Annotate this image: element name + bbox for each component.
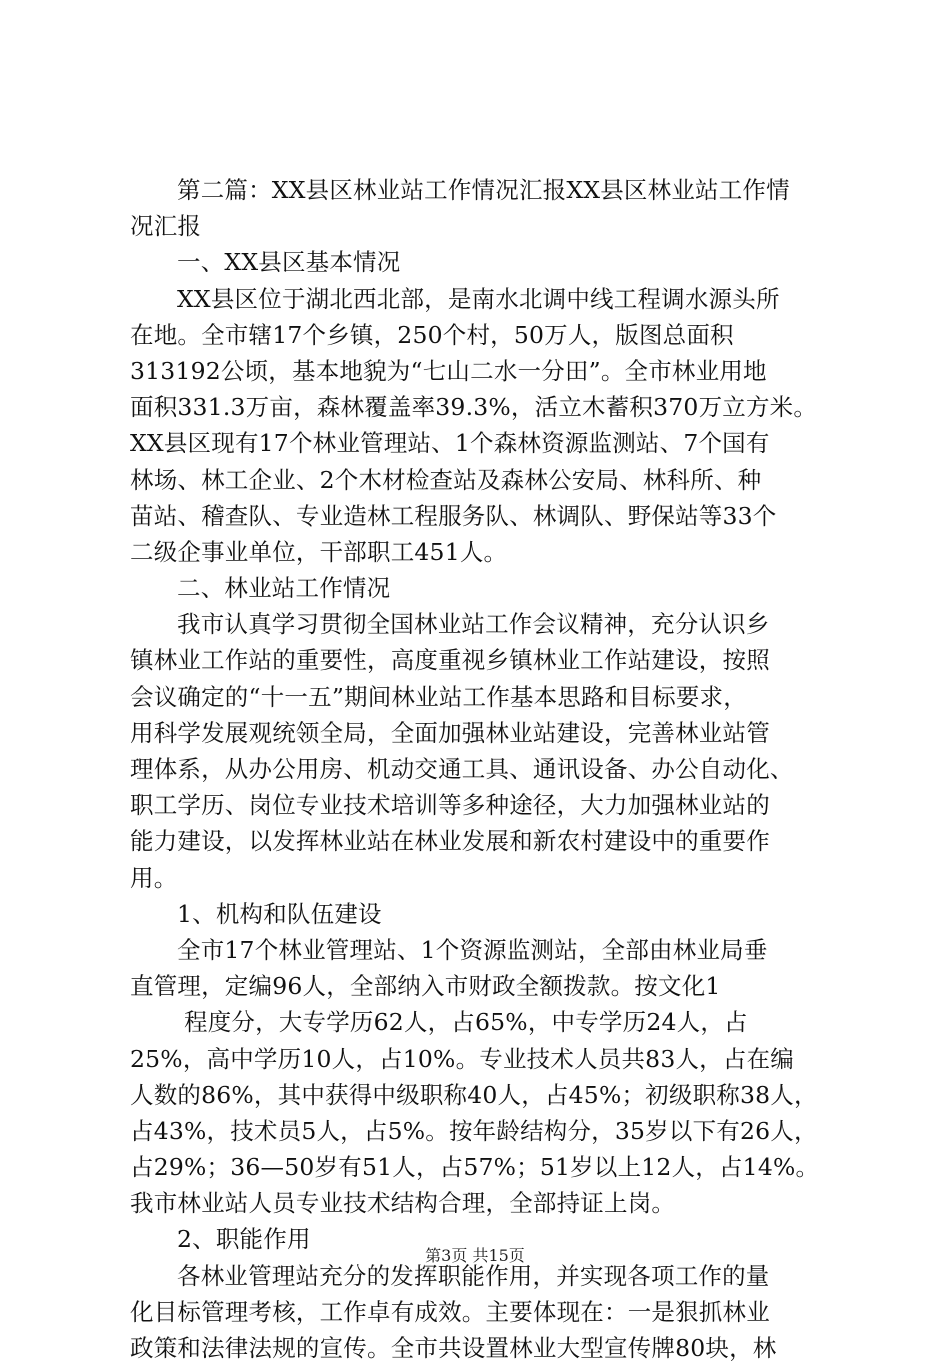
text-line: 全市17个林业管理站、1个资源监测站，全部由林业局垂: [177, 935, 768, 964]
text-line: 政策和法律法规的宣传。全市共设置林业大型宣传牌80块，林: [130, 1334, 777, 1362]
text-line: 人数的86%，其中获得中级职称40人，占45%；初级职称38人，: [130, 1080, 818, 1109]
text-line: 直管理，定编96人，全部纳入市财政全额拨款。按文化1: [130, 972, 721, 1001]
subsection-heading-functions: 2、职能作用: [177, 1225, 311, 1254]
section-heading-station-work: 二、林业站工作情况: [177, 574, 391, 603]
text-line: 化目标管理考核，工作卓有成效。主要体现在：一是狠抓林业: [130, 1297, 770, 1326]
text-line: 在地。全市辖17个乡镇，250个村，50万人，版图总面积: [130, 320, 734, 349]
text-line: 用科学发展观统领全局，全面加强林业站建设，完善林业站管: [130, 718, 770, 747]
text-line: 苗站、稽查队、专业造林工程服务队、林调队、野保站等33个: [130, 501, 777, 530]
paragraph-title-line: 第二篇：XX县区林业站工作情况汇报XX县区林业站工作情: [177, 176, 790, 204]
text-line: 能力建设，以发挥林业站在林业发展和新农村建设中的重要作: [130, 827, 770, 856]
text-line: 我市认真学习贯彻全国林业站工作会议精神，充分认识乡: [177, 610, 770, 639]
text-line: 程度分，大专学历62人，占65%，中专学历24人，占: [184, 1008, 748, 1037]
text-line: 会议确定的“十一五”期间林业站工作基本思路和目标要求，: [130, 682, 747, 711]
paragraph-title-continuation: 况汇报: [130, 212, 202, 241]
subsection-heading-organization: 1、机构和队伍建设: [177, 899, 382, 928]
text-line: 理体系，从办公用房、机动交通工具、通讯设备、办公自动化、: [130, 755, 794, 783]
page-footer: [0, 1243, 950, 1266]
text-line: 用。: [130, 863, 178, 892]
text-line: 各林业管理站充分的发挥职能作用，并实现各项工作的量: [177, 1261, 770, 1290]
text-line: 镇林业工作站的重要性，高度重视乡镇林业工作站建设，按照: [130, 646, 770, 675]
text-line: 面积331.3万亩，森林覆盖率39.3%，活立木蓄积370万立方米。: [130, 393, 818, 422]
text-line: 313192公顷，基本地貌为“七山二水一分田”。全市林业用地: [130, 356, 767, 385]
section-heading-basic-info: 一、XX县区基本情况: [177, 248, 401, 277]
document-body: [130, 172, 830, 1366]
text-line: 占29%；36—50岁有51人，占57%；51岁以上12人，占14%。: [130, 1153, 820, 1182]
text-line: 占43%，技术员5人，占5%。按年龄结构分，35岁以下有26人，: [130, 1116, 818, 1145]
text-line: XX县区现有17个林业管理站、1个森林资源监测站、7个国有: [130, 429, 770, 458]
text-line: XX县区位于湖北西北部，是南水北调中线工程调水源头所: [177, 284, 780, 313]
text-line: 二级企事业单位，干部职工451人。: [130, 537, 508, 566]
page-number: 第3页 共15页: [425, 1246, 525, 1265]
text-line: 林场、林工企业、2个木材检查站及森林公安局、林科所、种: [130, 465, 762, 494]
text-line: 职工学历、岗位专业技术培训等多种途径，大力加强林业站的: [130, 791, 770, 820]
text-line: 25%，高中学历10人，占10%。专业技术人员共83人，占在编: [130, 1044, 794, 1073]
text-line: 我市林业站人员专业技术结构合理，全部持证上岗。: [130, 1189, 676, 1218]
